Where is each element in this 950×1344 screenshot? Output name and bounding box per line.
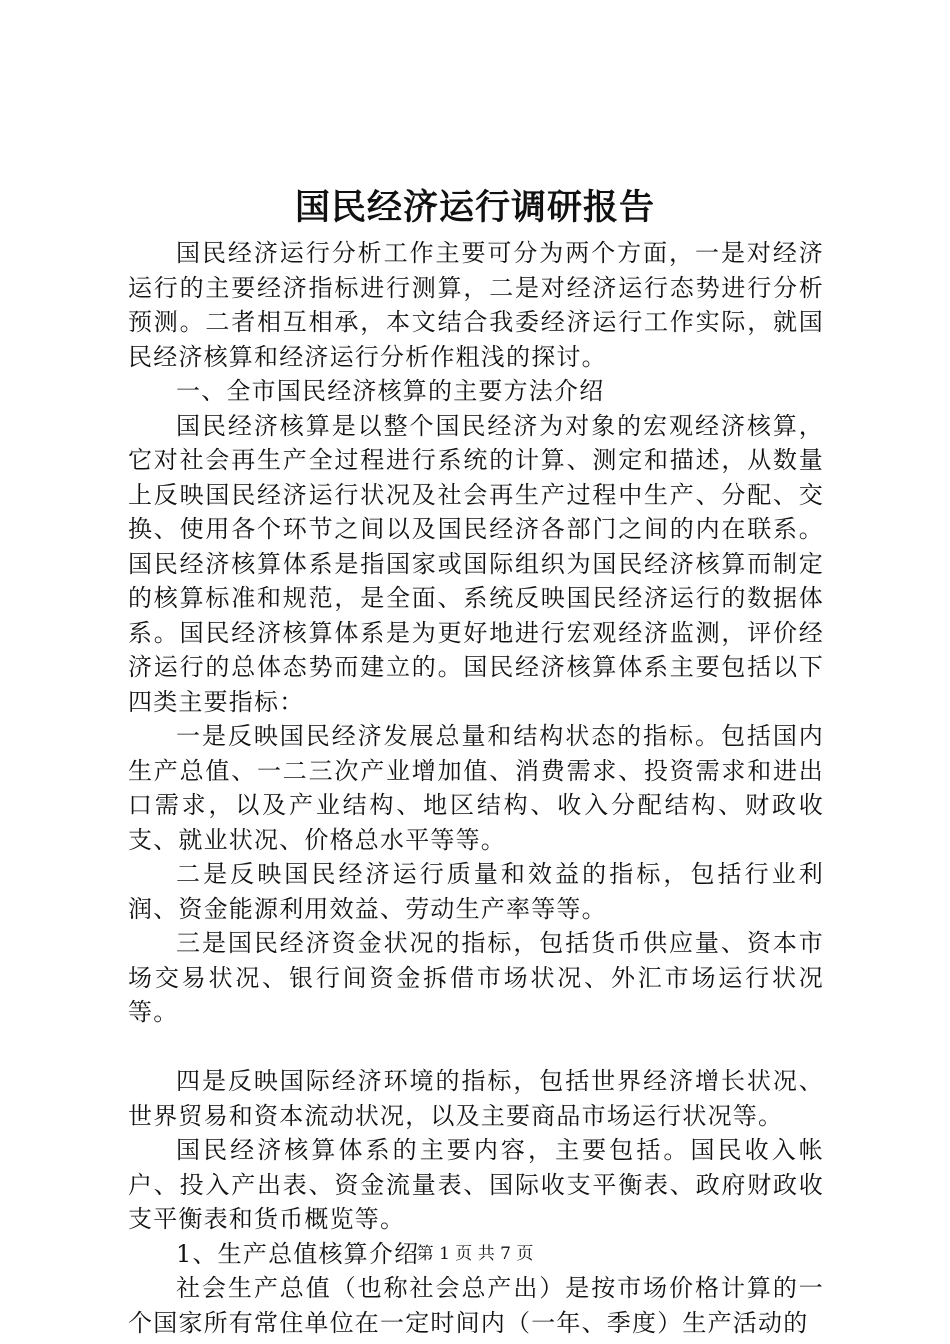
paragraph-indicator-3: 三是国民经济资金状况的指标，包括货币供应量、资本市场交易状况、银行间资金拆借市场状况、外汇市场运行状况等。	[128, 929, 824, 1026]
document-body	[128, 236, 824, 1340]
paragraph-indicator-2: 二是反映国民经济运行质量和效益的指标，包括行业利润、资金能源利用效益、劳动生产率等等。	[128, 860, 824, 923]
paragraph-indicator-4: 四是反映国际经济环境的指标，包括世界经济增长状况、世界贸易和资本流动状况，以及主要商品市场运行状况等。	[128, 1067, 824, 1130]
paragraph-gap	[128, 1030, 824, 1065]
paragraph-gdp-definition: 社会生产总值（也称社会总产出）是按市场价格计算的一个国家所有常住单位在一定时间内（一年、季度）生产活动的	[128, 1274, 824, 1337]
paragraph-intro: 国民经济运行分析工作主要可分为两个方面，一是对经济运行的主要经济指标进行测算，二是对经济运行态势进行分析预测。二者相互相承，本文结合我委经济运行工作实际，就国民经济核算和经济运行分析作粗浅的探讨。	[128, 239, 824, 371]
document-title: 国民经济运行调研报告	[294, 187, 655, 228]
section-heading-1: 一、全市国民经济核算的主要方法介绍	[176, 377, 605, 405]
paragraph-indicator-1: 一是反映国民经济发展总量和结构状态的指标。包括国内生产总值、一二三次产业增加值、消费需求、投资需求和进出口需求，以及产业结构、地区结构、收入分配结构、财政收支、就业状况、价格总水平等等。	[128, 722, 824, 854]
subsection-heading-1: 1、生产总值核算介绍	[176, 1239, 420, 1268]
paragraph-system-contents: 国民经济核算体系的主要内容，主要包括。国民收入帐户、投入产出表、资金流量表、国际收支平衡表、政府财政收支平衡表和货币概览等。	[128, 1136, 824, 1233]
page-number-footer: 第 1 页 共 7 页	[416, 1244, 534, 1264]
paragraph-accounting-overview: 国民经济核算是以整个国民经济为对象的宏观经济核算，它对社会再生产全过程进行系统的计算、测定和描述，从数量上反映国民经济运行状况及社会再生产过程中生产、分配、交换、使用各个环节之间以及国民经济各部门之间的内在联系。国民经济核算体系是指国家或国际组织为国民经济核算而制定的核算标准和规范，是全面、系统反映国民经济运行的数据体系。国民经济核算体系是为更好地进行宏观经济监测，评价经济运行的总体态势而建立的。国民经济核算体系主要包括以下四类主要指标：	[128, 411, 824, 716]
